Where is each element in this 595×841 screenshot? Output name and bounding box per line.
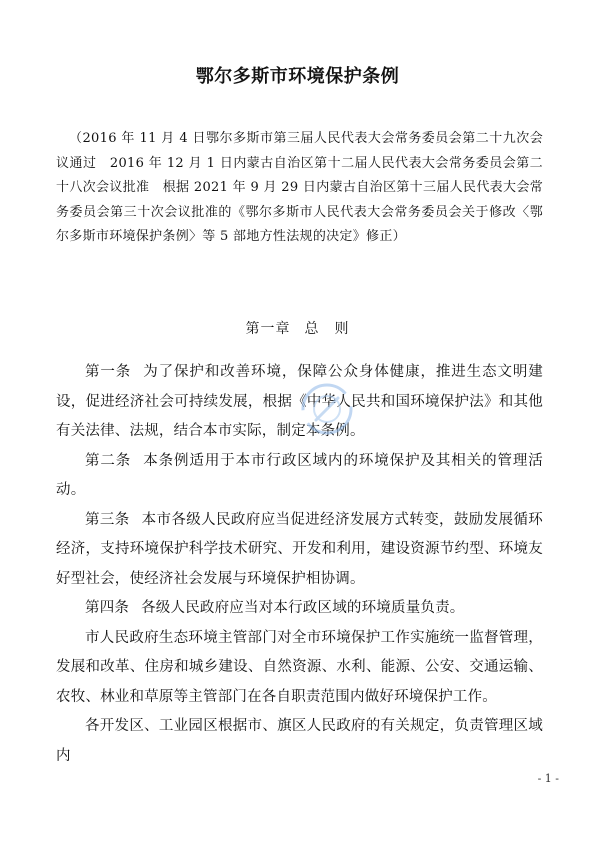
- article-number: 第四条: [85, 600, 130, 616]
- article-number: 第二条: [85, 452, 132, 469]
- paragraph-text: 各级人民政府应当对本行政区域的环境质量负责。: [141, 600, 465, 616]
- document-title: 鄂尔多斯市环境保护条例: [195, 66, 400, 87]
- chapter-number: 第一章: [245, 321, 291, 337]
- stamp-watermark-icon: [298, 380, 356, 438]
- paragraph: [56, 594, 543, 624]
- document-preamble: （2016 年 11 月 4 日鄂尔多斯市第三届人民代表大会常务委员会第二十九次会议通过 2016 年 12 月 1 日内蒙古自治区第十二届人民代表大会常务委员会第二十八次会议批准 根据 2021 年 9 月 29 日内蒙古自治区第十三届人民代表大会常务委员会第三十次会议批准的《鄂尔多斯市人民代表大会常务委员会关于修改〈鄂尔多斯市环境保护条例〉等 5 部地方性法规的决定》修正）: [56, 131, 543, 244]
- chapter-heading: [0, 318, 595, 338]
- paragraph-text: 各开发区、工业园区根据市、旗区人民政府的有关规定，负责管理区域内: [56, 718, 543, 764]
- paragraph: [56, 506, 543, 595]
- paragraph-text: 为了保护和改善环境，保障公众身体健康，推进生态文明建设，促进经济社会可持续发展，根据《中华人民共和国环境保护法》和其他有关法律、法规，结合本市实际，制定本条例。: [56, 364, 543, 439]
- paragraph-text: 市人民政府生态环境主管部门对全市环境保护工作实施统一监督管理，发展和改革、住房和城乡建设、自然资源、水利、能源、公安、交通运输、农牧、林业和草原等主管部门在各自职责范围内做好环境保护工作。: [56, 629, 543, 705]
- paragraph: [56, 624, 543, 713]
- page-number: - 1 -: [537, 772, 559, 785]
- chapter-name: 总 则: [304, 321, 350, 337]
- article-number: 第一条: [85, 364, 132, 380]
- paragraph-text: 本市各级人民政府应当促进经济发展方式转变，鼓励发展循环经济，支持环境保护科学技术研究、开发和利用，建设资源节约型、环境友好型社会，使经济社会发展与环境保护相协调。: [56, 511, 543, 587]
- article-number: 第三条: [85, 511, 130, 528]
- paragraph: [56, 712, 543, 771]
- paragraph: [56, 447, 543, 506]
- paragraph-text: 本条例适用于本市行政区域内的环境保护及其相关的管理活动。: [56, 452, 543, 498]
